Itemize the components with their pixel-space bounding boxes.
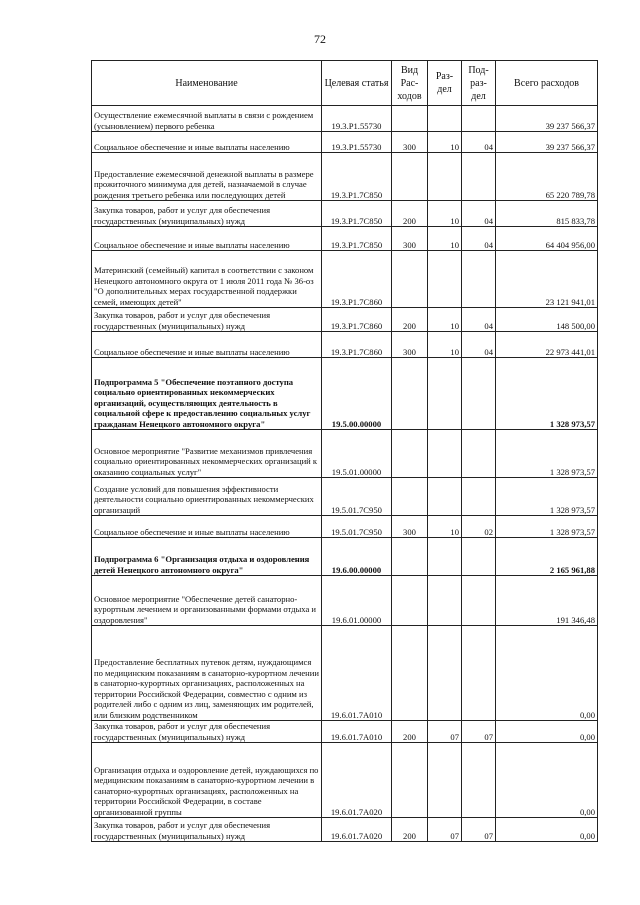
cell-kind (392, 251, 428, 308)
cell-target: 19.6.01.00000 (322, 576, 392, 626)
cell-kind: 300 (392, 227, 428, 251)
cell-name: Предоставление бесплатных путевок детям, нуждающимся по медицинским показаниям в санаторно-курортном лечении в санаторно-курортных организациях, расположенных на территории Российской Федерации, совместно с одним из родителей либо с одним из лиц, заменяющих им родителей, или близким родственником (92, 626, 322, 721)
cell-total: 65 220 789,78 (496, 153, 598, 201)
cell-section: 10 (428, 201, 462, 227)
table-row (92, 227, 598, 251)
table-row (92, 818, 598, 842)
cell-kind (392, 538, 428, 576)
cell-section (428, 251, 462, 308)
cell-subsection (462, 478, 496, 516)
cell-total: 39 237 566,37 (496, 132, 598, 153)
cell-total: 1 328 973,57 (496, 430, 598, 478)
cell-target: 19.6.00.00000 (322, 538, 392, 576)
cell-name: Предоставление ежемесячной денежной выплаты в размере прожиточного минимума для детей, назначаемой в случае рождения третьего ребенка или последующих детей (92, 153, 322, 201)
cell-target: 19.6.01.7А010 (322, 626, 392, 721)
cell-total: 0,00 (496, 818, 598, 842)
cell-name: Основное мероприятие "Обеспечение детей санаторно-курортным лечением и организованными формами отдыха и оздоровления" (92, 576, 322, 626)
table-row (92, 153, 598, 201)
cell-section: 10 (428, 516, 462, 538)
cell-subsection (462, 430, 496, 478)
table-row (92, 132, 598, 153)
cell-target: 19.3.Р1.55730 (322, 132, 392, 153)
table-row (92, 743, 598, 818)
cell-kind (392, 626, 428, 721)
cell-section (428, 358, 462, 430)
cell-section (428, 538, 462, 576)
table-row (92, 626, 598, 721)
table-row (92, 308, 598, 332)
cell-name: Организация отдыха и оздоровление детей, нуждающихся по медицинским показаниям в санаторно-курортном лечении в санаторно-курортных организациях, расположенных на территории Российской Федерации, в составе организованной группы (92, 743, 322, 818)
cell-target: 19.6.01.7А020 (322, 743, 392, 818)
cell-total: 1 328 973,57 (496, 516, 598, 538)
cell-total: 0,00 (496, 743, 598, 818)
cell-name: Материнский (семейный) капитал в соответствии с законом Ненецкого автономного округа от 1 июля 2011 года № 36-оз "О дополнительных мерах государственной поддержки семей, имеющих детей" (92, 251, 322, 308)
cell-subsection: 04 (462, 132, 496, 153)
cell-total: 64 404 956,00 (496, 227, 598, 251)
cell-name: Создание условий для повышения эффективности деятельности социально ориентированных некоммерческих организаций (92, 478, 322, 516)
header-total: Всего расходов (496, 61, 598, 106)
table-row (92, 106, 598, 132)
header-kind: Вид Рас-ходов (392, 61, 428, 106)
cell-kind (392, 743, 428, 818)
cell-kind: 300 (392, 332, 428, 358)
cell-subsection: 04 (462, 201, 496, 227)
cell-total: 39 237 566,37 (496, 106, 598, 132)
cell-section (428, 576, 462, 626)
cell-section (428, 743, 462, 818)
table-row (92, 478, 598, 516)
cell-name: Основное мероприятие "Развитие механизмов привлечения социально ориентированных некоммерческих организаций к оказанию социальных услуг" (92, 430, 322, 478)
cell-kind (392, 358, 428, 430)
cell-section: 10 (428, 332, 462, 358)
cell-kind: 200 (392, 721, 428, 743)
header-subsection: Под-раз-дел (462, 61, 496, 106)
cell-name: Подпрограмма 6 "Организация отдыха и оздоровления детей Ненецкого автономного округа" (92, 538, 322, 576)
cell-subsection: 07 (462, 818, 496, 842)
cell-target: 19.5.01.00000 (322, 430, 392, 478)
cell-target: 19.5.00.00000 (322, 358, 392, 430)
cell-target: 19.6.01.7А010 (322, 721, 392, 743)
header-target: Целевая статья (322, 61, 392, 106)
table-row (92, 576, 598, 626)
table-row (92, 538, 598, 576)
cell-target: 19.3.Р1.7С860 (322, 332, 392, 358)
cell-name: Закупка товаров, работ и услуг для обеспечения государственных (муниципальных) нужд (92, 201, 322, 227)
cell-total: 2 165 961,88 (496, 538, 598, 576)
cell-kind: 300 (392, 132, 428, 153)
cell-section: 10 (428, 132, 462, 153)
cell-total: 0,00 (496, 626, 598, 721)
table-header-row (92, 61, 598, 106)
cell-target: 19.3.Р1.7С860 (322, 251, 392, 308)
cell-kind (392, 153, 428, 201)
cell-target: 19.3.Р1.7С850 (322, 201, 392, 227)
cell-kind (392, 478, 428, 516)
cell-kind (392, 576, 428, 626)
cell-name: Социальное обеспечение и иные выплаты населению (92, 132, 322, 153)
page-number: 72 (314, 32, 326, 46)
cell-subsection (462, 358, 496, 430)
cell-subsection (462, 743, 496, 818)
header-section: Раз-дел (428, 61, 462, 106)
cell-name: Закупка товаров, работ и услуг для обеспечения государственных (муниципальных) нужд (92, 818, 322, 842)
cell-kind: 200 (392, 308, 428, 332)
cell-kind (392, 106, 428, 132)
table-row (92, 430, 598, 478)
cell-section (428, 478, 462, 516)
cell-subsection (462, 538, 496, 576)
cell-section: 07 (428, 818, 462, 842)
budget-table (91, 60, 598, 842)
cell-name: Подпрограмма 5 "Обеспечение поэтапного доступа социально ориентированных некоммерческих организаций, осуществляющих деятельность в социальной сфере к предоставлению социальных услуг гражданам Ненецкого автономного округа" (92, 358, 322, 430)
cell-total: 191 346,48 (496, 576, 598, 626)
cell-subsection: 04 (462, 308, 496, 332)
cell-subsection: 04 (462, 227, 496, 251)
table-row (92, 516, 598, 538)
cell-subsection: 07 (462, 721, 496, 743)
cell-total: 815 833,78 (496, 201, 598, 227)
table-row (92, 201, 598, 227)
cell-target: 19.3.Р1.7С850 (322, 227, 392, 251)
table-row (92, 251, 598, 308)
cell-section (428, 626, 462, 721)
cell-kind: 200 (392, 818, 428, 842)
cell-total: 1 328 973,57 (496, 358, 598, 430)
cell-name: Социальное обеспечение и иные выплаты населению (92, 516, 322, 538)
cell-subsection (462, 576, 496, 626)
cell-subsection: 04 (462, 332, 496, 358)
cell-subsection (462, 251, 496, 308)
cell-section (428, 153, 462, 201)
cell-name: Социальное обеспечение и иные выплаты населению (92, 332, 322, 358)
cell-target: 19.3.Р1.7С860 (322, 308, 392, 332)
cell-section: 07 (428, 721, 462, 743)
cell-total: 0,00 (496, 721, 598, 743)
cell-name: Закупка товаров, работ и услуг для обеспечения государственных (муниципальных) нужд (92, 721, 322, 743)
table-row (92, 721, 598, 743)
cell-name: Осуществление ежемесячной выплаты в связи с рождением (усыновлением) первого ребенка (92, 106, 322, 132)
cell-total: 148 500,00 (496, 308, 598, 332)
cell-subsection (462, 153, 496, 201)
cell-subsection: 02 (462, 516, 496, 538)
cell-target: 19.6.01.7А020 (322, 818, 392, 842)
cell-section (428, 430, 462, 478)
table-row (92, 358, 598, 430)
cell-section (428, 106, 462, 132)
header-name: Наименование (92, 61, 322, 106)
cell-kind: 200 (392, 201, 428, 227)
cell-kind: 300 (392, 516, 428, 538)
cell-target: 19.5.01.7С950 (322, 516, 392, 538)
cell-total: 1 328 973,57 (496, 478, 598, 516)
cell-kind (392, 430, 428, 478)
cell-total: 22 973 441,01 (496, 332, 598, 358)
cell-section: 10 (428, 227, 462, 251)
cell-target: 19.5.01.7С950 (322, 478, 392, 516)
cell-name: Социальное обеспечение и иные выплаты населению (92, 227, 322, 251)
cell-target: 19.3.Р1.55730 (322, 106, 392, 132)
cell-name: Закупка товаров, работ и услуг для обеспечения государственных (муниципальных) нужд (92, 308, 322, 332)
cell-subsection (462, 106, 496, 132)
cell-target: 19.3.Р1.7С850 (322, 153, 392, 201)
cell-subsection (462, 626, 496, 721)
cell-section: 10 (428, 308, 462, 332)
cell-total: 23 121 941,01 (496, 251, 598, 308)
table-row (92, 332, 598, 358)
